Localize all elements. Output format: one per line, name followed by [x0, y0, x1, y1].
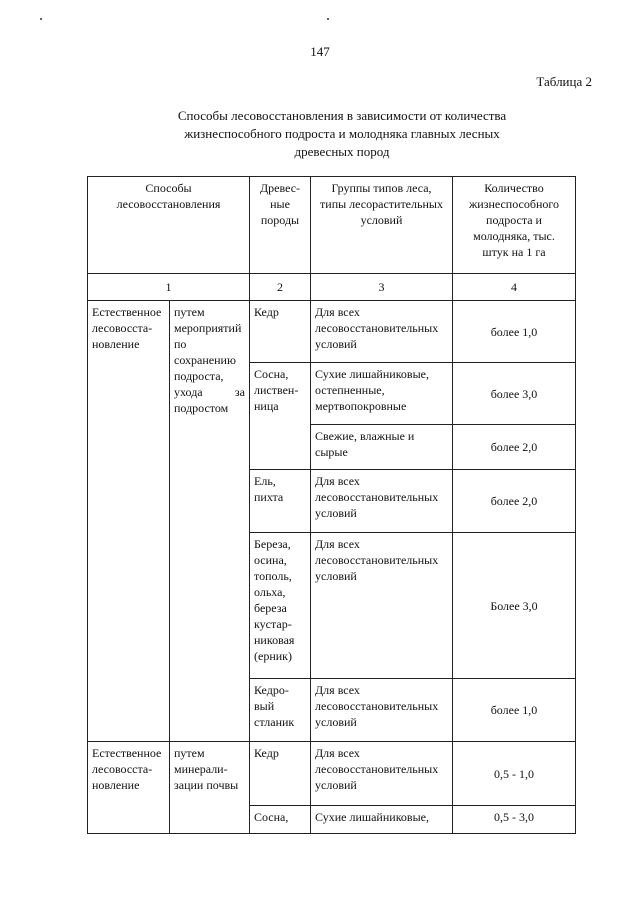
title-line: Способы лесовосстановления в зависимости от количества [177, 108, 507, 123]
submethod-line: сохранению [174, 353, 236, 367]
submethod-line: подростом [174, 401, 229, 415]
submethod-line: путем [174, 305, 205, 319]
column-number: 1 [88, 274, 250, 301]
quantity-cell: более 2,0 [453, 470, 576, 533]
header-species: Древес- ные породы [250, 177, 311, 274]
column-number-row [88, 274, 576, 301]
submethod-line: подроста, [174, 369, 224, 383]
scan-speck [327, 18, 329, 20]
species-cell: Ель, пихта [250, 470, 311, 533]
submethod-line: минерали- [174, 762, 228, 776]
conditions-cell: Для всех лесовосстановительных условий [311, 679, 453, 742]
conditions-cell: Для всех лесовосстановительных условий [311, 533, 453, 679]
submethod-line: мероприятий [174, 321, 242, 335]
quantity-cell: 0,5 - 3,0 [453, 806, 576, 834]
species-cell: Сосна, [250, 806, 311, 834]
table-row [88, 742, 576, 806]
submethod-cell [170, 301, 250, 742]
quantity-cell: более 1,0 [453, 679, 576, 742]
conditions-cell: Для всех лесовосстановительных условий [311, 301, 453, 363]
table-title [150, 107, 534, 161]
page-number: 147 [310, 44, 330, 59]
quantity-cell: более 1,0 [453, 301, 576, 363]
column-number: 3 [311, 274, 453, 301]
species-cell: Кедр [250, 301, 311, 363]
submethod-line: зации почвы [174, 778, 239, 792]
title-line: жизнеспособного подроста и молодняка главных лесных [184, 126, 500, 141]
submethod-line: ухода за [174, 385, 245, 399]
quantity-cell: 0,5 - 1,0 [453, 742, 576, 806]
title-line: древесных пород [294, 144, 390, 159]
quantity-cell: более 2,0 [453, 425, 576, 470]
conditions-cell: Свежие, влажные и сырые [311, 425, 453, 470]
method-cell: Естественное лесовосста- новление [88, 301, 170, 742]
conditions-cell: Сухие лишайниковые, [311, 806, 453, 834]
table-row [88, 301, 576, 363]
species-cell: Кедр [250, 742, 311, 806]
header-quantity: Количество жизнеспособного подроста и молодняка, тыс. штук на 1 га [453, 177, 576, 274]
species-cell: Сосна, листвен- ница [250, 363, 311, 470]
submethod-cell [170, 742, 250, 834]
submethod-line: по [174, 337, 187, 351]
conditions-cell: Для всех лесовосстановительных условий [311, 470, 453, 533]
submethod-line: путем [174, 746, 205, 760]
scan-speck [40, 18, 42, 20]
header-row [88, 177, 576, 274]
method-cell: Естественное лесовосста- новление [88, 742, 170, 834]
quantity-cell: Более 3,0 [453, 533, 576, 679]
conditions-cell: Для всех лесовосстановительных условий [311, 742, 453, 806]
conditions-cell: Сухие лишайниковые, остепненные, мертвопокровные [311, 363, 453, 425]
quantity-cell: более 3,0 [453, 363, 576, 425]
table-label: Таблица 2 [536, 74, 592, 89]
column-number: 4 [453, 274, 576, 301]
header-forest-types: Группы типов леса, типы лесорастительных условий [311, 177, 453, 274]
column-number: 2 [250, 274, 311, 301]
regeneration-table [87, 176, 576, 834]
header-methods: Способы лесовосстановления [88, 177, 250, 274]
species-cell: Береза, осина, тополь, ольха, береза кустар- никовая (ерник) [250, 533, 311, 679]
species-cell: Кедро- вый стланик [250, 679, 311, 742]
